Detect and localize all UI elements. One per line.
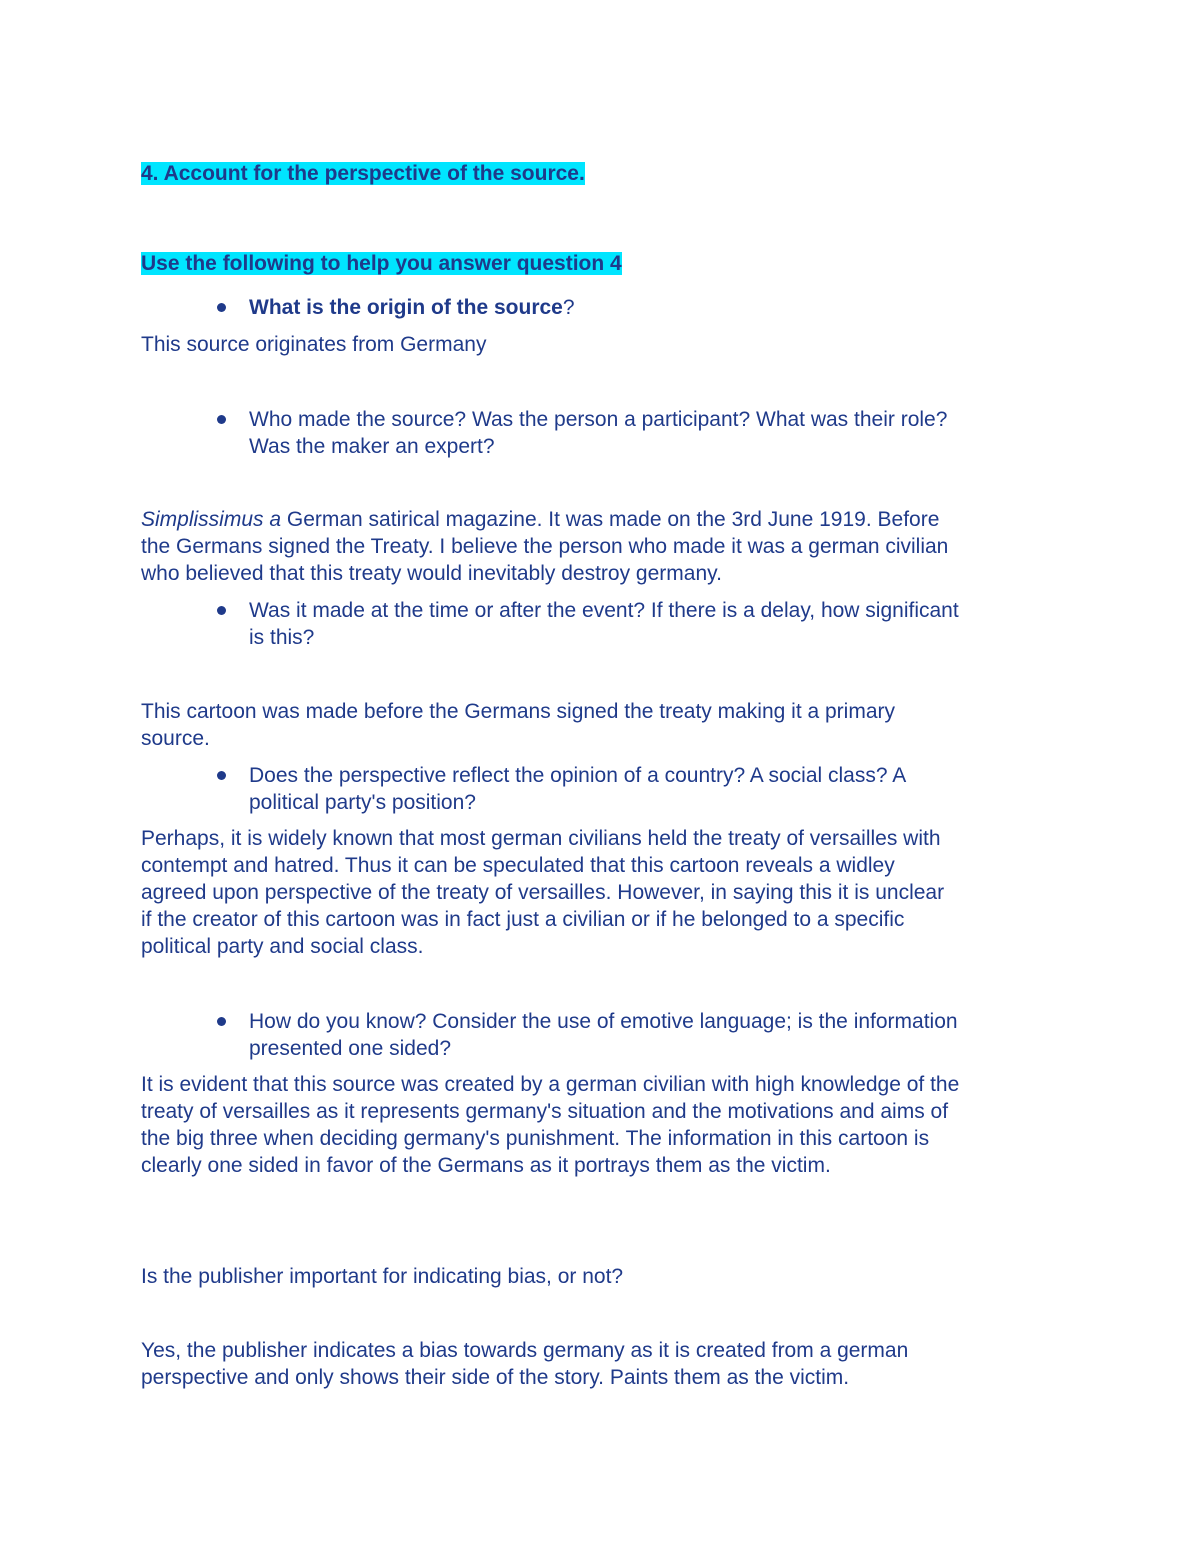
answer-maker-line2: the Germans signed the Treaty. I believe the person who made it was a german civilian	[141, 535, 949, 558]
prompt-maker-line1: Who made the source? Was the person a participant? What was their role?	[249, 408, 948, 431]
answer-perspective-line2: contempt and hatred. Thus it can be speculated that this cartoon reveals a widley	[141, 854, 895, 877]
prompt-origin-bold: What is the origin of the source	[249, 296, 563, 319]
answer-maker-line1	[141, 506, 939, 533]
bullet-dot-icon	[217, 415, 226, 424]
answer-perspective-line3: agreed upon perspective of the treaty of versailles. However, in saying this it is unclear	[141, 881, 945, 904]
prompt-perspective-line1: Does the perspective reflect the opinion of a country? A social class? A	[249, 764, 907, 787]
bullet-dot-icon	[217, 1017, 226, 1026]
subheading-highlight: Use the following to help you answer question 4	[141, 252, 622, 275]
answer-evidence-line3: the big three when deciding germany's punishment. The information in this cartoon is	[141, 1127, 930, 1150]
prompt-origin	[249, 294, 575, 321]
prompt-origin-tail: ?	[562, 296, 575, 319]
answer-maker-line1-rest: German satirical magazine. It was made on the 3rd June 1919. Before	[281, 508, 940, 531]
prompt-timing-line2: is this?	[249, 626, 315, 649]
prompt-evidence-line2: presented one sided?	[249, 1037, 451, 1060]
heading-highlight: 4. Account for the perspective of the source.	[141, 162, 585, 185]
prompt-evidence-line1: How do you know? Consider the use of emotive language; is the information	[249, 1010, 958, 1033]
answer-evidence-line1: It is evident that this source was created by a german civilian with high knowledge of the	[141, 1073, 960, 1096]
bullet-dot-icon	[217, 771, 226, 780]
question-heading	[141, 160, 585, 187]
answer-timing-line2: source.	[141, 727, 210, 750]
prompt-perspective-line2: political party's position?	[249, 791, 476, 814]
bullet-dot-icon	[217, 303, 226, 312]
answer-perspective-line4: if the creator of this cartoon was in fact just a civilian or if he belonged to a specific	[141, 908, 905, 931]
bullet-dot-icon	[217, 606, 226, 615]
answer-evidence-line2: treaty of versailles as it represents germany's situation and the motivations and aims of	[141, 1100, 949, 1123]
prompt-publisher: Is the publisher important for indicating bias, or not?	[141, 1265, 624, 1288]
answer-maker-line3: who believed that this treaty would inevitably destroy germany.	[141, 562, 722, 585]
answer-publisher-line1: Yes, the publisher indicates a bias towards germany as it is created from a german	[141, 1339, 909, 1362]
answer-perspective-line5: political party and social class.	[141, 935, 424, 958]
answer-publisher-line2: perspective and only shows their side of the story. Paints them as the victim.	[141, 1366, 850, 1389]
magazine-name: Simplissimus a	[141, 508, 282, 531]
answer-perspective-line1: Perhaps, it is widely known that most german civilians held the treaty of versailles with	[141, 827, 941, 850]
answer-evidence-line4: clearly one sided in favor of the Germans as it portrays them as the victim.	[141, 1154, 831, 1177]
instructions-heading	[141, 250, 622, 277]
prompt-timing-line1: Was it made at the time or after the event? If there is a delay, how significant	[249, 599, 959, 622]
prompt-maker-line2: Was the maker an expert?	[249, 435, 495, 458]
answer-timing-line1: This cartoon was made before the Germans signed the treaty making it a primary	[141, 700, 896, 723]
answer-origin: This source originates from Germany	[141, 333, 487, 356]
